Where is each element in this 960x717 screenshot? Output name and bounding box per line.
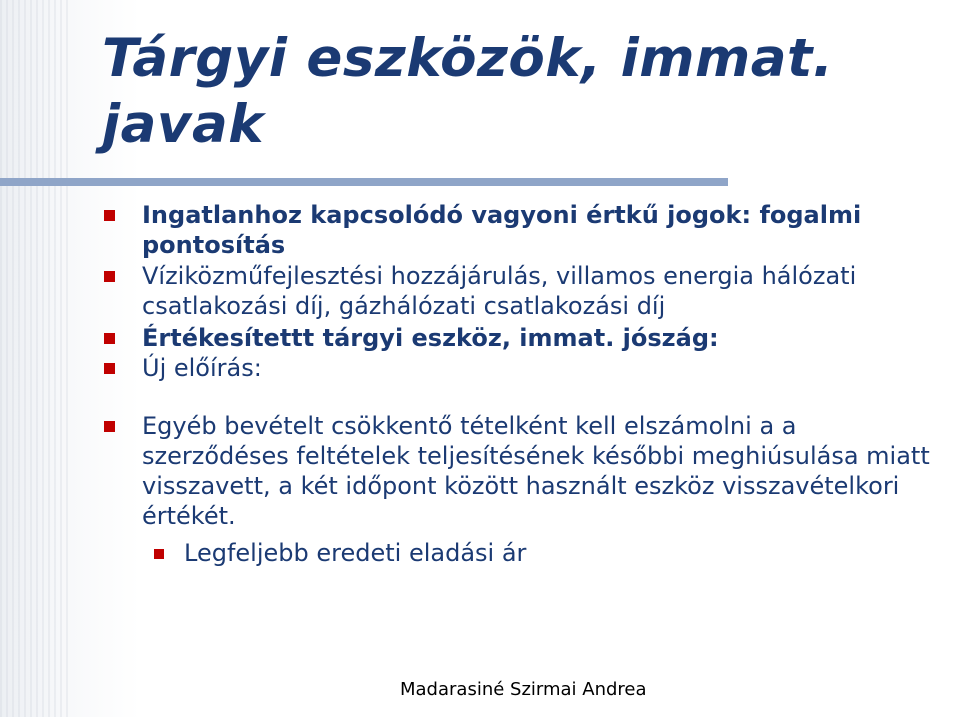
sub-bullet-item-eladasi-ar <box>146 538 526 568</box>
sub-bullet-text: Legfeljebb eredeti eladási ár <box>184 539 527 567</box>
bullet-text: Értékesítettt tárgyi eszköz, immat. jószág: <box>142 324 719 352</box>
bullet-list <box>104 200 934 533</box>
bullet-text: Ingatlanhoz kapcsolódó vagyoni értkű jogok: fogalmi pontosítás <box>142 201 862 259</box>
background-stripes <box>0 0 70 717</box>
square-bullet-icon <box>104 333 115 344</box>
square-bullet-icon <box>104 210 115 221</box>
bullet-item-ertekesitett <box>104 323 934 353</box>
bullet-text: Víziközműfejlesztési hozzájárulás, villamos energia hálózati csatlakozási díj, gázhálózati csatlakozási díj <box>142 262 857 320</box>
bullet-text: Új előírás: <box>142 354 262 382</box>
footer-author: Madarasiné Szirmai Andrea <box>400 679 647 700</box>
square-bullet-icon <box>104 363 115 374</box>
bullet-item-egyeb-bevetel <box>104 411 934 531</box>
square-bullet-icon <box>104 271 115 282</box>
bullet-item-ingatlan <box>104 200 934 260</box>
title-divider <box>0 178 728 186</box>
bullet-item-vizikozmu <box>104 261 934 321</box>
bullet-text: Egyéb bevételt csökkentő tételként kell elszámolni a a szerződéses feltételek teljesítésének későbbi meghiúsulása miatt visszavett, a két időpont között használt eszköz visszavételkori értékét. <box>142 412 930 530</box>
square-bullet-icon <box>104 421 115 432</box>
square-bullet-icon <box>154 549 164 559</box>
bullet-item-uj-eloiras <box>104 353 934 383</box>
slide-title: Tárgyi eszközök, immat. javak <box>102 28 834 155</box>
